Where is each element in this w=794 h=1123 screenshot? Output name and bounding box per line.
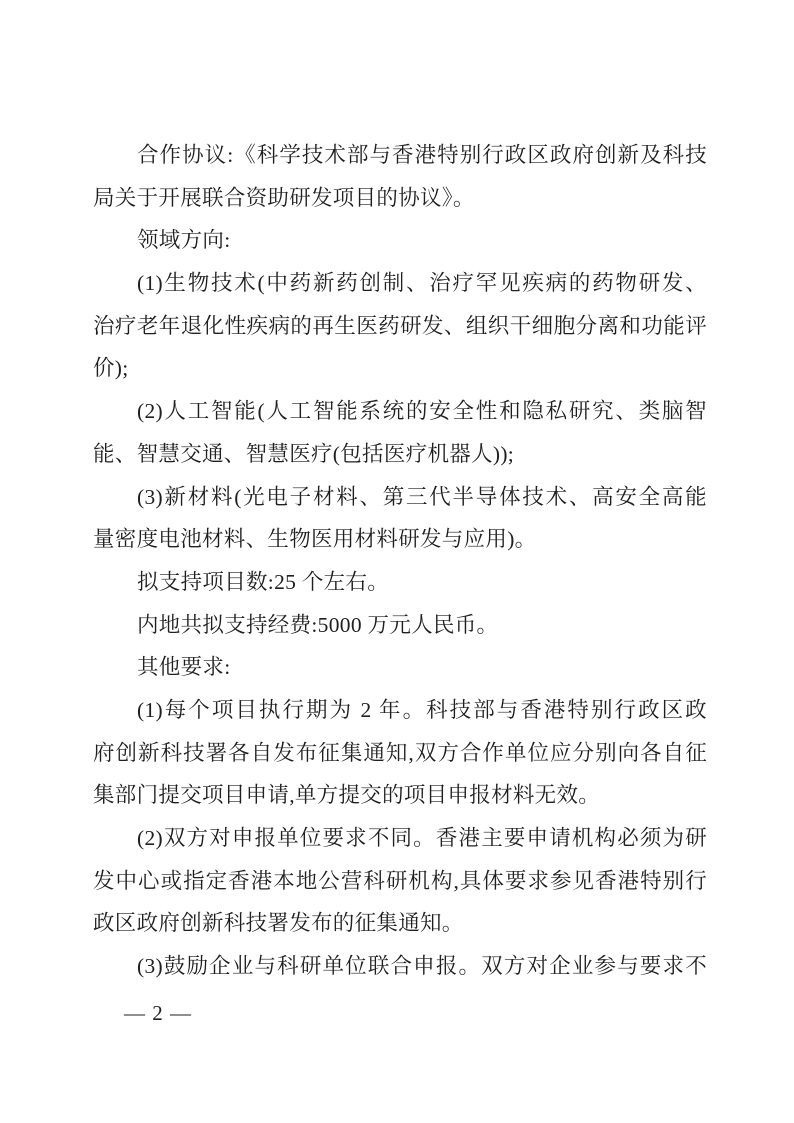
text-line: 量密度电池材料、生物医用材料研发与应用)。	[93, 527, 537, 552]
text-line: 拟支持项目数:25 个左右。	[137, 569, 390, 594]
paragraph-requirement-3	[93, 945, 707, 988]
text-line: (2)人工智能(人工智能系统的安全性和隐私研究、类脑智	[137, 399, 707, 424]
text-line: (2)双方对申报单位要求不同。香港主要申请机构必须为研	[137, 826, 707, 850]
text-line: 领域方向:	[137, 228, 231, 253]
paragraph-requirement-2	[93, 817, 707, 945]
text-line: 能、智慧交通、智慧医疗(包括医疗机器人));	[93, 441, 515, 466]
text-line: (3)鼓励企业与科研单位联合申报。双方对企业参与要求不	[137, 954, 707, 979]
paragraph-cooperation-agreement	[93, 134, 707, 219]
text-line: 价);	[93, 356, 129, 381]
text-line: 集部门提交项目申请,单方提交的项目申报材料无效。	[93, 783, 601, 808]
paragraph-other-requirements-heading	[93, 646, 707, 689]
text-line: 局关于开展联合资助研发项目的协议》。	[93, 185, 475, 210]
text-line: 政区政府创新科技署发布的征集通知。	[93, 911, 464, 936]
text-line: 治疗老年退化性疾病的再生医药研发、组织干细胞分离和功能评	[93, 313, 707, 338]
paragraph-requirement-1	[93, 689, 707, 817]
paragraph-field-2-artificial-intelligence	[93, 390, 707, 475]
text-line: 合作协议:《科学技术部与香港特别行政区政府创新及科技	[137, 143, 707, 167]
text-line: 内地共拟支持经费:5000 万元人民币。	[137, 612, 499, 637]
text-line: (1)生物技术(中药新药创制、治疗罕见疾病的药物研发、	[137, 271, 707, 296]
page-number: — 2 —	[124, 1001, 192, 1025]
text-line: 发中心或指定香港本地公营科研机构,具体要求参见香港特别行	[93, 868, 707, 893]
text-line: 其他要求:	[137, 655, 231, 680]
paragraph-field-3-new-materials	[93, 476, 707, 561]
paragraph-field-1-biotechnology	[93, 262, 707, 390]
document-body	[93, 134, 707, 988]
text-line: (1)每个项目执行期为 2 年。科技部与香港特别行政区政	[137, 697, 707, 722]
paragraph-field-direction-heading	[93, 219, 707, 262]
paragraph-mainland-funding	[93, 604, 707, 647]
text-line: (3)新材料(光电子材料、第三代半导体技术、高安全高能	[137, 484, 707, 509]
paragraph-planned-project-count	[93, 561, 707, 604]
text-line: 府创新科技署各自发布征集通知,双方合作单位应分别向各自征	[93, 740, 707, 765]
